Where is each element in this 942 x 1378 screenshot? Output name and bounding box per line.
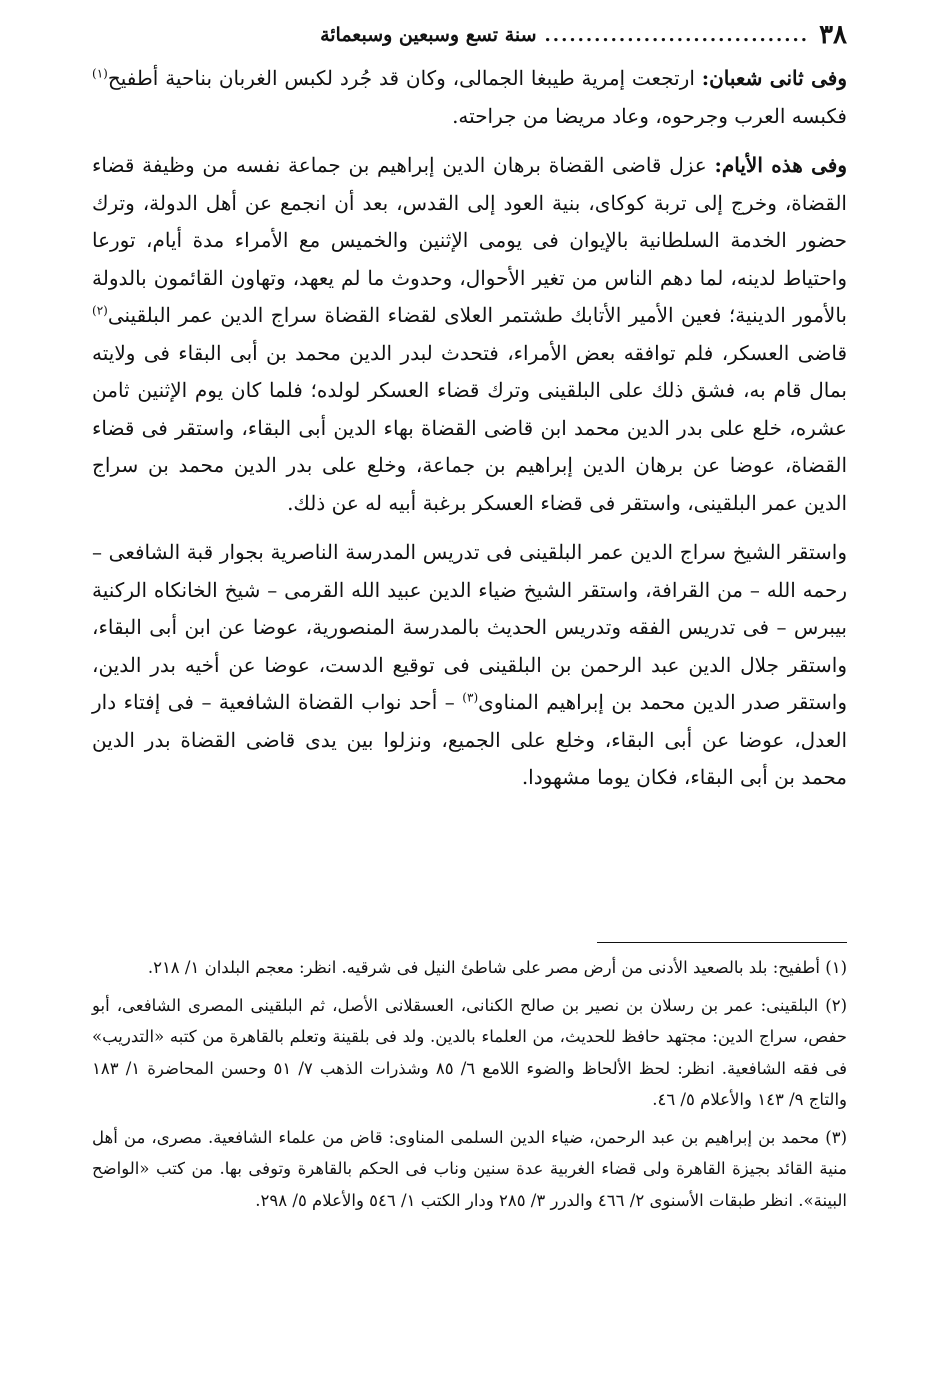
header-dots: ................................	[544, 24, 810, 46]
footnote-3: (٣) محمد بن إبراهيم بن عبد الرحمن، ضياء الدين السلمى المناوى: قاض من علماء الشافعية. مصرى، من أهل منية القائد بجيزة القاهرة ولى قضاء الغربية عدة سنين وناب فى الحكم بالقاهرة وتوفى بها. من كتب «الواضح البينة». انظر طبقات الأسنوى ٢/ ٤٦٦ والدرر ٣/ ٢٨٥ ودار الكتب ١/ ٥٤٦ والأعلام ٥/ ٢٩٨.	[92, 1127, 847, 1210]
paragraph-2	[92, 147, 847, 522]
main-text	[92, 60, 847, 809]
footnote-separator	[597, 942, 847, 943]
running-header	[92, 14, 847, 56]
header-title: سنة تسع وسبعين وسبعمائة	[320, 24, 537, 46]
footnote-1: (١) أطفيح: بلد بالصعيد الأدنى من أرض مصر على شاطئ النيل فى شرقيه. انظر: معجم البلدان ١/ ٢١٨.	[147, 958, 847, 977]
footnote-2: (٢) البلقينى: عمر بن رسلان بن نصير بن صالح الكنانى، العسقلانى الأصل، ثم البلقينى المصرى الشافعى، أبو حفص، سراج الدين: مجتهد حافظ للحديث، من العلماء بالدين. ولد فى بلقينة وتعلم بالقاهرة من كتبه «التدريب» فى فقه الشافعية. انظر: لحظ الألحاظ والضوء اللامع ٦/ ٨٥ وشذرات الذهب ٧/ ٥١ وحسن المحاضرة ١/ ١٨٣ والتاج ٩/ ١٤٣ والأعلام ٥/ ٤٦.	[92, 995, 847, 1109]
paragraph-text: واستقر الشيخ سراج الدين عمر البلقينى فى تدريس المدرسة الناصرية بجوار قبة الشافعى – رحمه الله – من القرافة، واستقر الشيخ ضياء الدين عبيد الله القرمى – شيخ الخانكاه الركنية بيبرس – فى تدريس الفقه وتدريس الحديث بالمدرسة المنصورية، عوضا عن ابن أبى البقاء، واستقر جلال الدين عبد الرحمن بن البلقينى فى توقيع الدست، عوضا عن أخيه بدر الدين، واستقر صدر الدين محمد بن إبراهيم المناوى	[92, 540, 848, 714]
paragraph-lead: وفى هذه الأيام:	[714, 153, 847, 177]
page-number: ٣٨	[819, 20, 847, 50]
paragraph-text: – أحد نواب القضاة الشافعية – فى إفتاء دار العدل، عوضا عن أبى البقاء، وخلع على الجميع، ونزلوا بين يدى قاضى القضاة بدر الدين محمد بن أبى البقاء، فكان يوما مشهودا.	[92, 690, 847, 789]
footnote-ref-1[interactable]: (١)	[92, 66, 108, 81]
paragraph-text: قاضى العسكر، فلم توافقه بعض الأمراء، فتحدث لبدر الدين محمد بن أبى البقاء فى ولايته بمال قام به، فشق ذلك على البلقينى وترك قضاء العسكر لولده؛ فلما كان يوم الإثنين ثامن عشره، خلع على بدر الدين محمد ابن قاضى القضاة بهاء الدين أبى البقاء، واستقر فى قضاء القضاة، عوضا عن برهان الدين إبراهيم بن جماعة، وخلع على بدر الدين محمد بن سراج الدين عمر البلقينى، واستقر فى قضاء العسكر برغبة أبيه له عن ذلك.	[92, 340, 847, 515]
paragraph-1	[92, 60, 847, 135]
footnotes	[92, 952, 847, 1222]
paragraph-3	[92, 534, 847, 797]
paragraph-text: فكبسه العرب وجرحوه، وعاد مريضا من جراحته.	[452, 103, 847, 128]
paragraph-lead: وفى ثانى شعبان:	[701, 66, 847, 90]
footnote-ref-3[interactable]: (٣)	[462, 690, 479, 705]
footnote-ref-2[interactable]: (٢)	[92, 303, 108, 318]
paragraph-text: عزل قاضى القضاة برهان الدين إبراهيم بن جماعة نفسه من وظيفة قضاء القضاة، وخرج إلى تربة كوكاى، بنية العود إلى القدس، بعد أن انجمع عن أهل الدولة، وترك حضور الخدمة السلطانية بالإيوان فى يومى الإثنين والخميس مع الأمراء مدة أيام، تورعا واحتياط لدينه، لما دهم الناس من تغير الأحوال، وحدوث ما لم يعهد، وتهاون القائمون بالدولة بالأمور الدينية؛ فعين الأمير الأتابك طشتمر العلاى لقضاء القضاة سراج الدين عمر البلقينى	[92, 153, 847, 327]
paragraph-text: ارتجعت إمرية طيبغا الجمالى، وكان قد جُرد لكبس الغربان بناحية أطفيح	[107, 66, 702, 90]
